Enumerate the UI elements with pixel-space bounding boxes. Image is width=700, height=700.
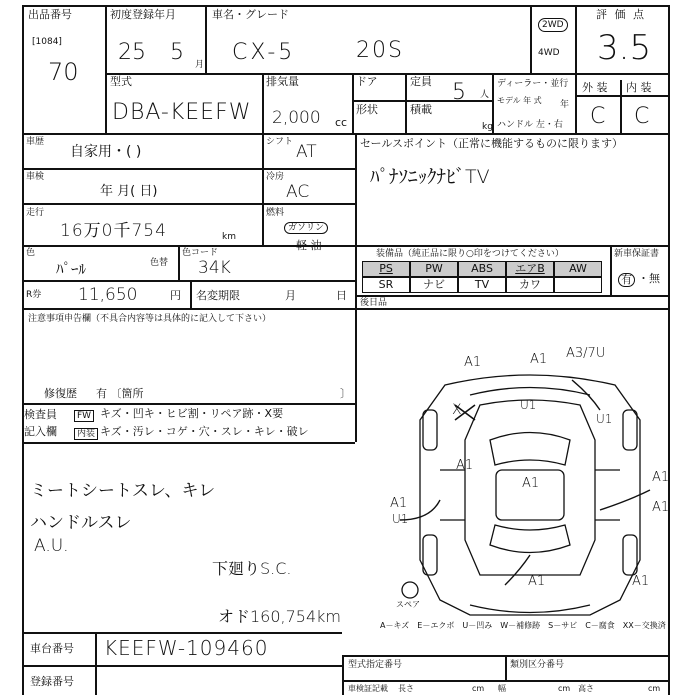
color-value: ﾊﾟｰﾙ	[56, 260, 87, 278]
grade: 20S	[356, 38, 404, 63]
wheel-fl	[423, 410, 437, 450]
capacity-unit: 人	[480, 90, 490, 100]
shift-value: AT	[296, 142, 317, 162]
chassis-label: 車台番号	[30, 642, 74, 655]
month-unit: 月	[195, 60, 205, 70]
repair-close: 〕	[340, 387, 351, 400]
mark-stroke	[505, 555, 530, 585]
exterior-label: 外 装	[582, 81, 608, 94]
type-label: 型式	[110, 75, 132, 88]
reg-label: 登録番号	[30, 675, 74, 688]
sales-points-value: ﾊﾟﾅｿﾆｯｸﾅﾋﾞTV	[370, 166, 490, 188]
damage-mark: U1	[520, 398, 537, 412]
name-change-day: 日	[336, 289, 347, 302]
cm-unit: cm	[648, 684, 661, 693]
cm-unit: cm	[558, 684, 571, 693]
equipment-item: SR	[362, 277, 410, 293]
lot-number: 70	[48, 58, 79, 86]
handle-label: ハンドル 左・右	[497, 120, 563, 130]
door-label: ドア	[356, 75, 378, 88]
damage-mark: A1	[652, 500, 670, 515]
diagram-legend: A－キズ E－エクボ U－凹み W－補修跡 S－サビ C－腐食 XX－交換済	[380, 621, 666, 630]
type-value: DBA-KEEFW	[112, 100, 252, 125]
rear-bumper	[470, 605, 590, 613]
fuel-label: 燃料	[266, 208, 285, 218]
type-designation-label: 型式指定番号	[348, 660, 403, 670]
displacement-label: 排気量	[266, 75, 299, 88]
drive-4wd: 4WD	[538, 48, 560, 58]
equipment-item: TV	[458, 277, 506, 293]
equipment-item: エアB	[506, 261, 554, 277]
repair-label: 修復歴	[44, 387, 77, 400]
inspection-label: 車検	[26, 172, 45, 182]
equipment-label: 装備品（純正品に限り○印をつけてください）	[376, 249, 564, 259]
mileage-value: 16万0千754	[60, 221, 167, 241]
model-year-unit: 年	[560, 100, 570, 110]
damage-mark: A1	[522, 476, 540, 491]
score-label: 評 価 点	[596, 8, 646, 21]
warranty-label: 新車保証書	[614, 249, 660, 259]
damage-mark: A1	[652, 470, 670, 485]
inspector-label-2: 記入欄	[24, 425, 57, 438]
displacement-value: 2,000	[272, 108, 321, 128]
windshield	[490, 433, 570, 466]
int-label: 内装	[74, 428, 98, 440]
drive-2wd: 2WD	[538, 18, 568, 32]
retrofit-label: 後日品	[360, 298, 388, 308]
note-line-4: 下廻りS.C.	[212, 559, 292, 578]
note-line-1: ミートシートスレ、キレ	[30, 481, 216, 501]
fw-items: キズ・凹キ・ヒビ割・リペア跡・X要	[100, 407, 284, 420]
category-label: 類別区分番号	[510, 660, 565, 670]
fuel-gasoline: ガソリン	[284, 222, 328, 234]
equipment-item: AW	[554, 261, 602, 277]
equipment-item: カワ	[506, 277, 554, 293]
interior-grade: C	[634, 104, 650, 129]
damage-mark: A1	[530, 352, 548, 367]
note-line-3: A.U.	[34, 536, 69, 556]
damage-mark: A3/7U	[566, 346, 606, 361]
damage-mark: A1	[456, 458, 474, 473]
width-label: 幅	[498, 684, 506, 693]
lot-id: [1084]	[32, 37, 62, 47]
model-year-label: モデル 年 式	[497, 96, 542, 105]
damage-mark: A1	[632, 574, 650, 589]
history-label: 車歴	[26, 137, 45, 147]
interior-label: 内 装	[626, 81, 652, 94]
equipment-item: PS	[362, 261, 410, 277]
capacity-value: 5	[452, 80, 466, 105]
damage-mark: U1	[392, 512, 409, 526]
spare-label: スペア	[396, 600, 420, 609]
damage-mark: A1	[528, 574, 546, 589]
capacity-label: 定員	[410, 75, 432, 88]
fw-label: FW	[74, 410, 94, 422]
load-label: 積載	[410, 103, 432, 116]
rear-window	[490, 525, 570, 553]
load-unit: kg	[482, 122, 493, 132]
lot-label: 出品番号	[28, 8, 72, 21]
first-reg-year: 25	[118, 40, 146, 65]
notes-label: 注意事項申告欄（不具合内容等は具体的に記入して下さい）	[28, 314, 272, 324]
score: 3.5	[597, 28, 652, 68]
color-label: 色	[26, 248, 36, 258]
length-label: 長さ	[398, 684, 414, 693]
damage-mark: A1	[464, 355, 482, 370]
model-label: 車名・グレード	[212, 8, 289, 21]
note-line-5: オド160,754km	[218, 607, 342, 626]
warranty-yes: 有	[618, 273, 635, 287]
name-change-month: 月	[285, 289, 296, 302]
history-value: 自家用・( )	[70, 144, 142, 160]
note-line-2: ハンドルスレ	[30, 513, 132, 533]
ac-value: AC	[286, 182, 310, 202]
shape-label: 形状	[356, 103, 378, 116]
spare-tire	[402, 582, 418, 598]
damage-mark: A1	[390, 496, 408, 511]
shift-label: シフト	[266, 137, 294, 147]
fuel-diesel: 軽 油	[296, 239, 322, 252]
first-reg-month: 5	[170, 40, 184, 65]
ac-label: 冷房	[266, 172, 285, 182]
chassis-value: KEEFW-109460	[104, 636, 269, 660]
voucher-value: 11,650	[78, 285, 138, 305]
height-label: 高さ	[578, 684, 594, 693]
model-name: CX-5	[232, 40, 296, 65]
front-bumper	[470, 388, 590, 396]
cm-unit: cm	[472, 684, 485, 693]
dealer-label: ディーラー・並行	[497, 79, 569, 89]
displacement-unit: cc	[335, 116, 348, 129]
voucher-unit: 円	[170, 289, 181, 302]
equipment-item: PW	[410, 261, 458, 277]
equipment-item: ナビ	[410, 277, 458, 293]
mileage-unit: km	[222, 232, 236, 242]
damage-mark: U1	[596, 412, 613, 426]
warranty-no: ・無	[638, 272, 660, 285]
cert-label: 車検証記載	[348, 684, 388, 693]
wheel-fr	[623, 410, 637, 450]
sales-points-label: セールスポイント（正常に機能するものに限ります）	[360, 137, 624, 150]
color-code-label: 色コード	[182, 248, 219, 258]
damage-mark: X	[452, 402, 462, 418]
name-change-label: 名変期限	[196, 289, 240, 302]
color-code: 34K	[198, 258, 231, 278]
equipment-item: ABS	[458, 261, 506, 277]
repair-value: 有 〔箇所	[96, 387, 144, 400]
first-reg-label: 初度登録年月	[110, 8, 176, 21]
mark-stroke	[600, 490, 650, 510]
inspection-value: 年 月( 日)	[100, 184, 158, 199]
exterior-grade: C	[590, 104, 606, 129]
voucher-label: R券	[26, 290, 42, 300]
inspector-label-1: 検査員	[24, 408, 57, 421]
tone-label: 色替	[150, 258, 169, 268]
mark-stroke	[572, 380, 600, 410]
mileage-label: 走行	[26, 208, 45, 218]
int-items: キズ・汚レ・コゲ・穴・スレ・キレ・破レ	[100, 425, 309, 438]
